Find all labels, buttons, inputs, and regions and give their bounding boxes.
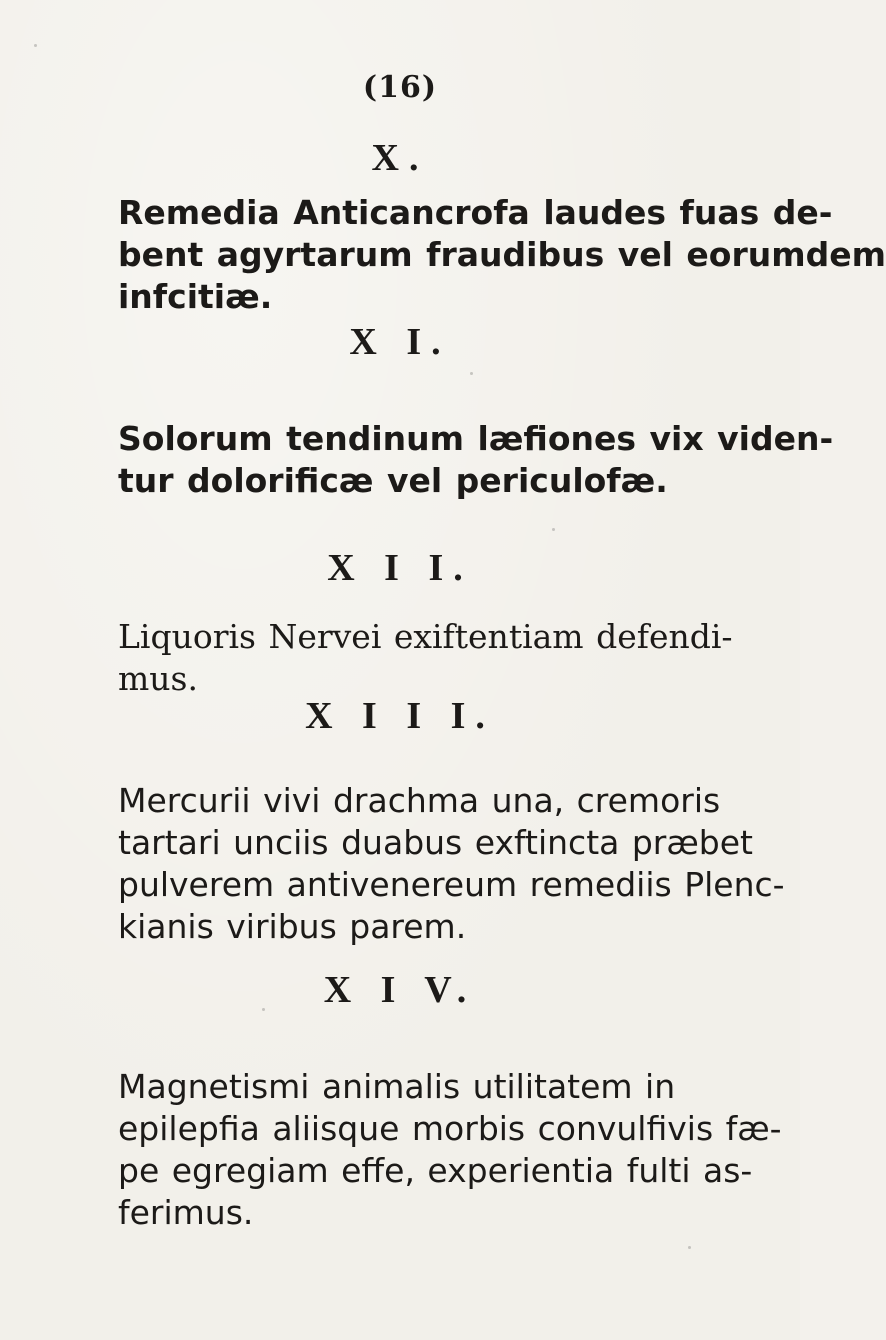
text-line: Solorum tendinum læfiones vix viden- [118,419,834,458]
section-numeral-xi: X I. [349,321,451,363]
section-numeral-x: X. [371,137,429,179]
paper-speck [34,44,37,47]
section-text-xiv [118,1066,782,1234]
paper-speck [470,372,473,375]
text-line: Mercurii vivi drachma una, cremoris [118,781,721,820]
text-line: mus. [118,659,198,698]
section-text-xi [118,418,834,502]
section-numeral-xiii: X I I I. [305,695,495,737]
text-line: Remedia Anticancrofa laudes fuas de- [118,193,833,232]
text-line: bent agyrtarum fraudibus vel eorumdem [118,235,886,274]
text-line: pe egregiam effe, experientia fulti as- [118,1151,753,1190]
paper-speck [552,528,555,531]
section-text-xii [118,616,738,700]
paper-speck [262,1008,265,1011]
page-number: (16) [362,70,438,105]
text-line: tartari unciis duabus exftincta præbet [118,823,753,862]
section-text-x [118,192,886,318]
paper-speck [688,1246,691,1249]
section-text-xiii [118,780,785,948]
section-numeral-xiv: X I V. [323,969,477,1011]
section-numeral-xii: X I I. [327,547,473,589]
text-line: kianis viribus parem. [118,907,467,946]
text-line: epilepfia aliisque morbis convulfivis fæ- [118,1109,782,1148]
text-line: Liquoris Nervei exiftentiam defendi- [118,617,733,656]
text-line: ferimus. [118,1193,254,1232]
text-line: pulverem antivenereum remediis Plenc- [118,865,785,904]
text-line: tur dolorificæ vel periculofæ. [118,461,668,500]
text-line: infcitiæ. [118,277,273,316]
text-line: Magnetismi animalis utilitatem in [118,1067,676,1106]
